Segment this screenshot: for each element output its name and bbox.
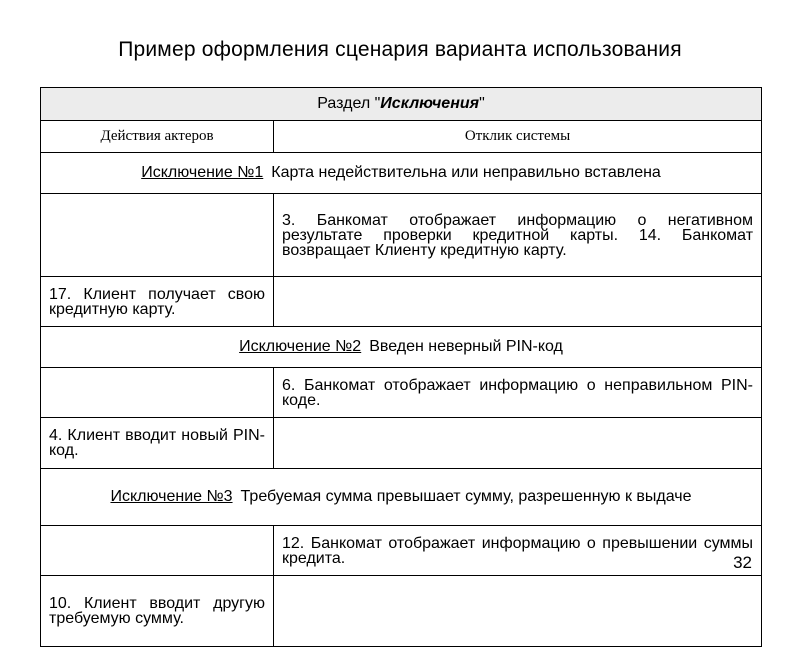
exception-number: Исключение №3 <box>110 488 233 505</box>
slide-title: Пример оформления сценария варианта использования <box>118 38 682 61</box>
section-header <box>41 88 762 121</box>
system-cell <box>274 576 762 647</box>
exception-header <box>41 327 762 368</box>
actor-cell: 17. Клиент получает свою кредитную карту. <box>41 277 274 327</box>
section-header-row <box>41 88 762 121</box>
section-name: Исключения <box>380 95 480 112</box>
page-number: 32 <box>733 553 752 572</box>
step-row <box>41 418 762 469</box>
exception-row-3 <box>41 469 762 526</box>
system-cell: 12. Банкомат отображает информацию о превышении суммы кредита. <box>274 526 762 576</box>
section-prefix: Раздел " <box>317 95 381 112</box>
step-row <box>41 194 762 277</box>
actor-cell <box>41 526 274 576</box>
step-row <box>41 526 762 576</box>
section-suffix: " <box>479 95 485 112</box>
system-cell: 6. Банкомат отображает информацию о неправильном PIN-коде. <box>274 368 762 418</box>
column-header-row <box>41 121 762 153</box>
exception-header <box>41 153 762 194</box>
exception-text: Карта недействительна или неправильно вставлена <box>271 164 661 181</box>
exception-header <box>41 469 762 526</box>
exception-row-1 <box>41 153 762 194</box>
actor-cell <box>41 368 274 418</box>
system-cell <box>274 277 762 327</box>
step-row <box>41 277 762 327</box>
step-row <box>41 576 762 647</box>
column-header-actors: Действия актеров <box>41 121 274 153</box>
step-row <box>41 368 762 418</box>
scenario-table <box>40 87 762 647</box>
actor-cell: 10. Клиент вводит другую требуемую сумму. <box>41 576 274 647</box>
system-cell <box>274 418 762 469</box>
actor-cell: 4. Клиент вводит новый PIN-код. <box>41 418 274 469</box>
exception-text: Введен неверный PIN-код <box>369 338 563 355</box>
exception-row-2 <box>41 327 762 368</box>
exception-text: Требуемая сумма превышает сумму, разрешенную к выдаче <box>240 488 692 505</box>
actor-cell <box>41 194 274 277</box>
exception-number: Исключение №1 <box>141 164 264 181</box>
exception-number: Исключение №2 <box>239 338 362 355</box>
system-cell: 3. Банкомат отображает информацию о негативном результате проверки кредитной карты. 14. Банкомат возвращает Клиенту кредитную карту. <box>274 194 762 277</box>
column-header-system: Отклик системы <box>274 121 762 153</box>
